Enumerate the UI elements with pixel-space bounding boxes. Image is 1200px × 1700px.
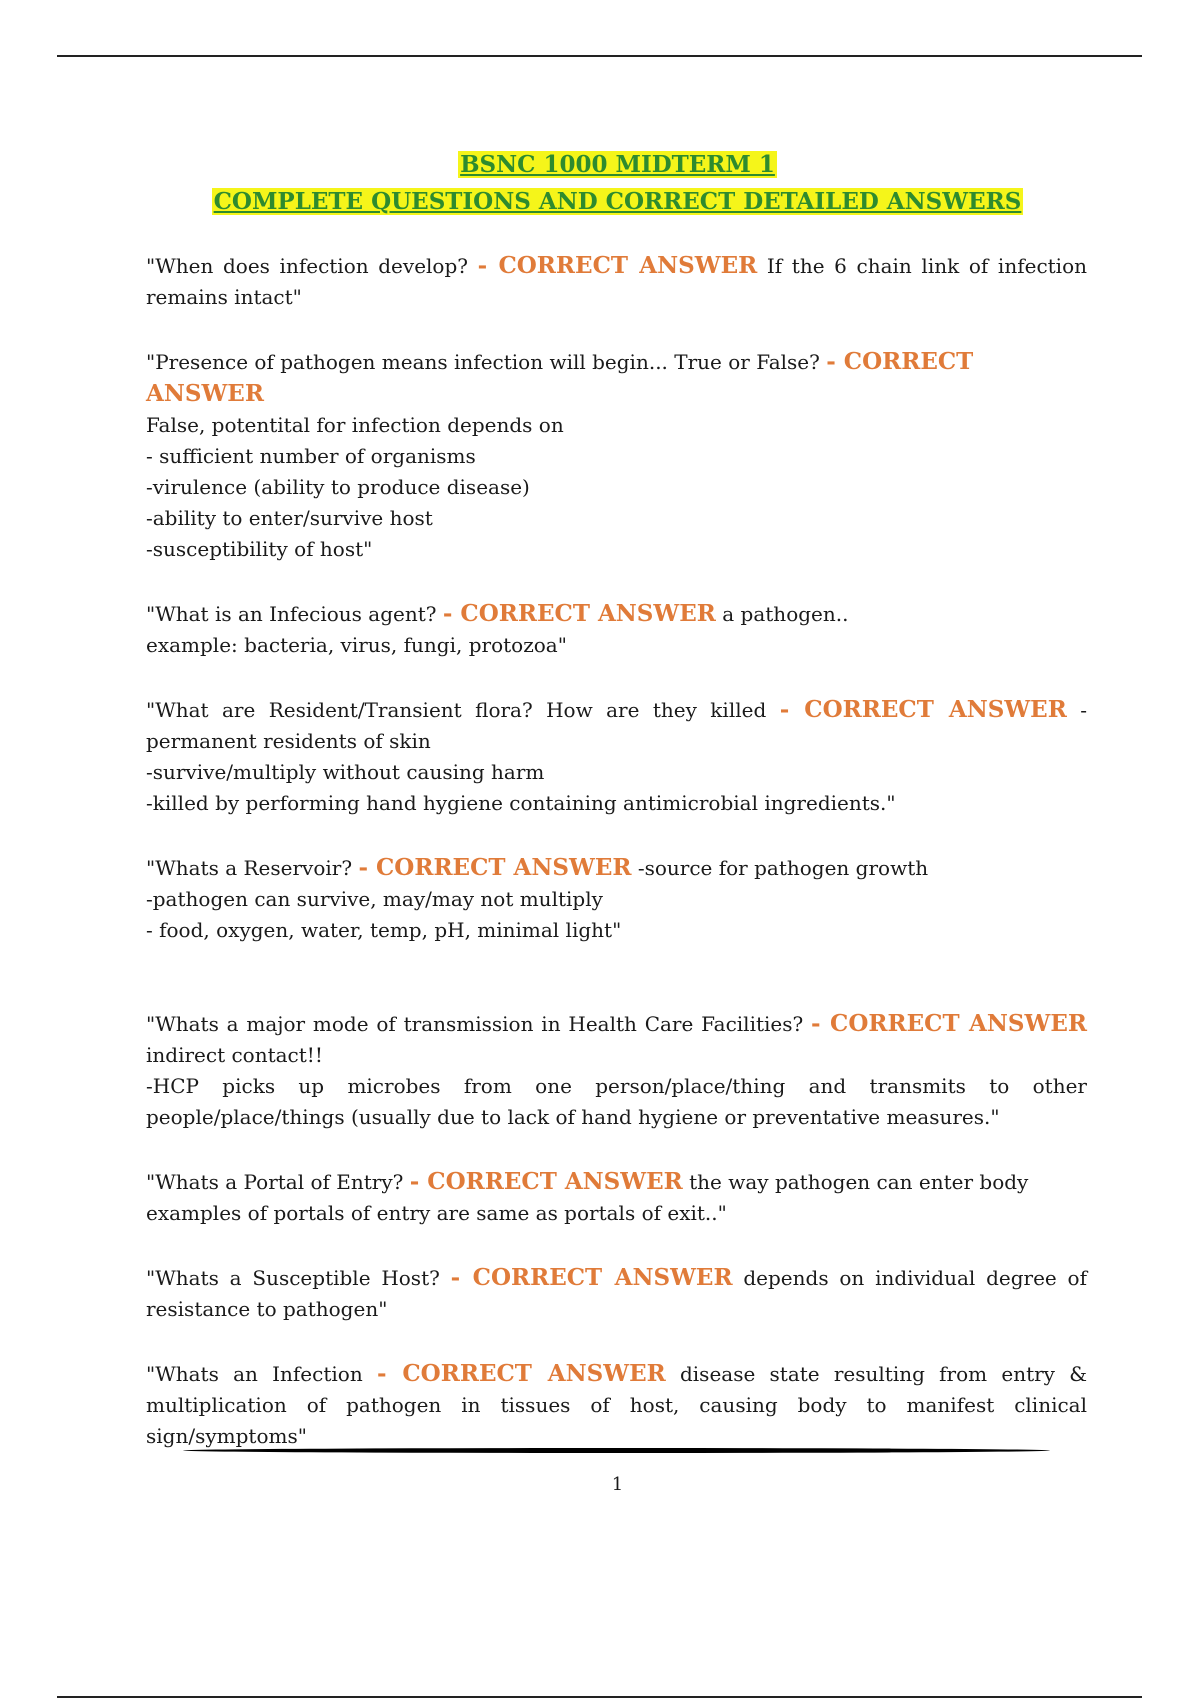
answer-tag: - CORRECT ANSWER: [811, 1010, 1087, 1037]
question-text: "Whats a Susceptible Host?: [146, 1266, 440, 1290]
title-line-1: BSNC 1000 MIDTERM 1: [460, 151, 775, 178]
answer-line: -HCP picks up microbes from one person/place/thing and transmits to other people/place/things (usually due to lack of hand hygiene or preventative measures.": [146, 1074, 1087, 1129]
answer-line: -pathogen can survive, may/may not multiply: [146, 887, 603, 911]
qa-item: [146, 250, 1087, 313]
answer-text: If the 6 chain link of infection: [766, 254, 1087, 278]
qa-item: [146, 598, 1087, 661]
answer-line: -killed by performing hand hygiene containing antimicrobial ingredients.": [146, 791, 896, 815]
qa-list: [146, 250, 1087, 1485]
qa-item: [146, 694, 1087, 819]
answer-tag: - CORRECT ANSWER: [358, 854, 632, 881]
question-text: "When does infection develop?: [146, 254, 468, 278]
answer-text: depends on individual degree of: [743, 1266, 1087, 1290]
answer-text: a pathogen..: [722, 602, 849, 626]
answer-line: remains intact": [146, 285, 302, 309]
qa-item: [146, 346, 1087, 565]
question-text: "Whats a Reservoir?: [146, 856, 353, 880]
answer-line: - food, oxygen, water, temp, pH, minimal light": [146, 918, 622, 942]
answer-line: -survive/multiply without causing harm: [146, 760, 545, 784]
top-rule: [57, 55, 1142, 57]
question-text: "Whats a major mode of transmission in Health Care Facilities?: [146, 1012, 804, 1036]
answer-tag: - CORRECT ANSWER: [442, 600, 716, 627]
answer-line: resistance to pathogen": [146, 1297, 388, 1321]
qa-item: [146, 1358, 1087, 1452]
qa-item: [146, 1262, 1087, 1325]
question-text: "What is an Infecious agent?: [146, 602, 437, 626]
answer-line: -ability to enter/survive host: [146, 506, 433, 530]
question-text: "Whats an Infection: [146, 1362, 363, 1386]
answer-tag: - CORRECT ANSWER: [477, 252, 758, 279]
answer-line: example: bacteria, virus, fungi, protozoa": [146, 633, 567, 657]
question-text: "Presence of pathogen means infection will begin... True or False?: [146, 350, 820, 374]
title-line-2: COMPLETE QUESTIONS AND CORRECT DETAILED ANSWERS: [213, 188, 1022, 215]
answer-line: - sufficient number of organisms: [146, 444, 476, 468]
answer-tag: - CORRECT ANSWER: [450, 1264, 733, 1291]
answer-text: -: [1080, 698, 1088, 722]
qa-item: [146, 1008, 1087, 1133]
qa-item: [146, 852, 1087, 946]
bottom-rule: [57, 1696, 1142, 1698]
answer-line: multiplication of pathogen in tissues of host, causing body to manifest clinical sign/symptoms": [146, 1393, 1087, 1448]
question-text: "What are Resident/Transient flora? How are they killed: [146, 698, 767, 722]
answer-line: False, potentital for infection depends on: [146, 413, 564, 437]
answer-line: permanent residents of skin: [146, 729, 431, 753]
answer-line: -susceptibility of host": [146, 537, 373, 561]
answer-text: disease state resulting from entry &: [679, 1362, 1087, 1386]
page-number: 1: [611, 1474, 624, 1495]
footer-rule: [183, 1448, 1050, 1453]
answer-tag: - CORRECT ANSWER: [779, 696, 1067, 723]
answer-line: indirect contact!!: [146, 1043, 323, 1067]
answer-tag: - CORRECT ANSWER: [376, 1360, 666, 1387]
qa-item: [146, 1166, 1087, 1229]
answer-text: the way pathogen can enter body: [689, 1170, 1029, 1194]
question-text: "Whats a Portal of Entry?: [146, 1170, 404, 1194]
answer-tag: - CORRECT ANSWER: [409, 1168, 683, 1195]
answer-line: -virulence (ability to produce disease): [146, 475, 530, 499]
answer-tag: - CORRECT ANSWER: [146, 348, 974, 407]
answer-line: examples of portals of entry are same as portals of exit..": [146, 1201, 727, 1225]
document-title: [0, 146, 1200, 220]
answer-text: -source for pathogen growth: [637, 856, 929, 880]
